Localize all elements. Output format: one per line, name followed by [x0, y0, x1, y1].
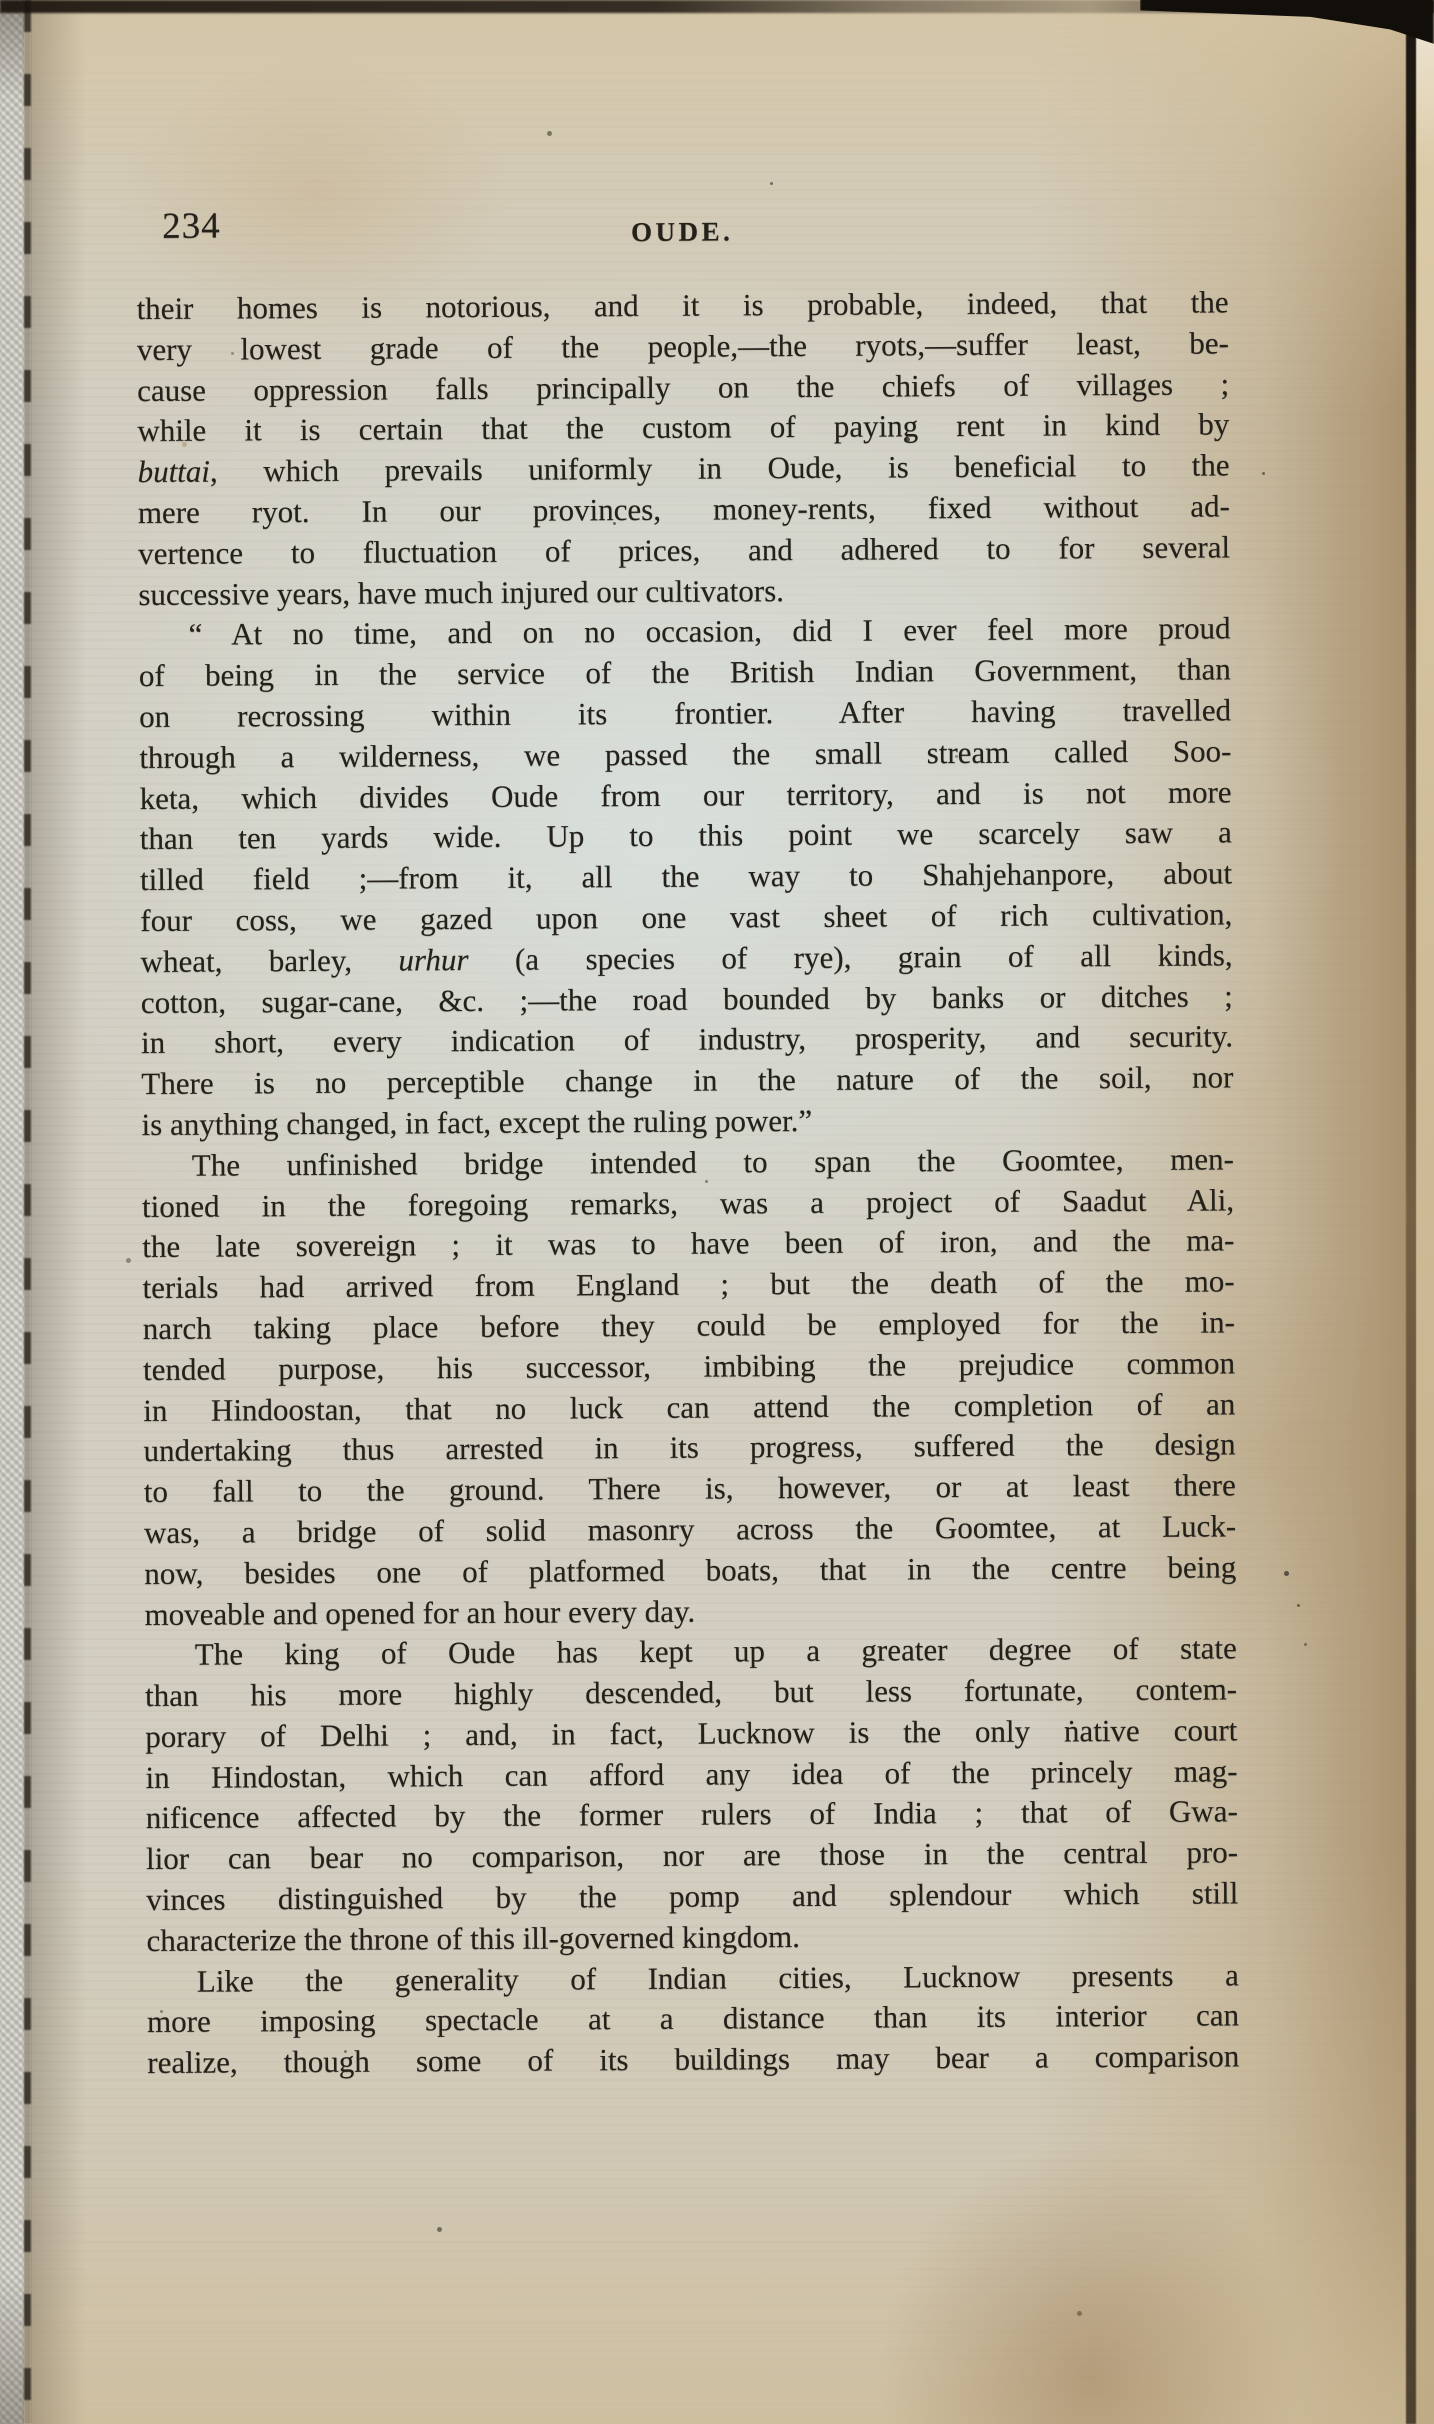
- body-text: [137, 282, 1240, 2084]
- text-line: Like the generality of Indian cities, Lucknow presents a: [196, 1956, 1239, 1999]
- text-line: The unfinished bridge intended to span the Goomtee, men-: [191, 1141, 1234, 1183]
- text-line: the late sovereign ; it was to have been of iron, and the ma-: [142, 1222, 1235, 1265]
- text-line: through a wilderness, we passed the small stream called Soo-: [139, 733, 1232, 775]
- text-line: in Hindoostan, that no luck can attend the completion of an: [143, 1385, 1236, 1428]
- text-line: tended purpose, his successor, imbibing the prejudice common: [143, 1345, 1236, 1387]
- text-line: their homes is notorious, and it is probable, indeed, that the: [136, 284, 1229, 326]
- text-line: tioned in the foregoing remarks, was a project of Saadut Ali,: [142, 1181, 1235, 1224]
- text-line: tilled field ;—from it, all the way to Shahjehanpore, about: [140, 855, 1233, 898]
- text-line: is anything changed, in fact, except the ruling power.”: [141, 1102, 813, 1142]
- text-line: moveable and opened for an hour every day.: [144, 1593, 696, 1632]
- text-line: wheat, barley, urhur (a species of rye), grain of all kinds,: [140, 937, 1233, 979]
- text-line: of being in the service of the British Indian Government, than: [138, 651, 1231, 694]
- text-line: very lowest grade of the people,—the ryots,—suffer least, be-: [136, 325, 1229, 367]
- running-header: OUDE.: [630, 216, 734, 247]
- text-line: more imposing spectacle at a distance than its interior can: [146, 1997, 1240, 2040]
- text-line: nificence affected by the former rulers of India ; that of Gwa-: [145, 1793, 1238, 1836]
- paragraph: [142, 1139, 1237, 1635]
- page-header-row: [136, 198, 1228, 267]
- foxing-specks: [0, 0, 3, 3]
- text-line: lior can bear no comparison, nor are those in the central pro-: [145, 1834, 1239, 1877]
- text-line: now, besides one of platformed boats, that in the centre being: [144, 1549, 1237, 1591]
- text-line: on recrossing within its frontier. After having travelled: [139, 692, 1232, 734]
- text-line: cotton, sugar-cane, &c. ;—the road bounded by banks or ditches ;: [140, 977, 1233, 1020]
- text-line: four coss, we gazed upon one vast sheet of rich cultivation,: [140, 896, 1233, 938]
- text-line: to fall to the ground. There is, however, or at least there: [143, 1467, 1236, 1510]
- paragraph: [145, 1629, 1239, 1962]
- paragraph: [139, 609, 1234, 1146]
- text-line: keta, which divides Oude from our territory, and is not more: [139, 773, 1232, 816]
- text-line: successive years, have much injured our cultivators.: [138, 572, 785, 612]
- scan-shadow-top-right: [1140, 0, 1434, 52]
- page-edge-line-left: [24, 0, 31, 2424]
- text-line: mere ryot. In our provinces, money-rents, fixed without ad-: [137, 488, 1230, 530]
- book-fore-edge-cloth: [0, 0, 24, 2424]
- text-line: terials had arrived from England ; but the death of the mo-: [142, 1263, 1235, 1306]
- text-line: realize, though some of its buildings may bear a comparison: [147, 2038, 1240, 2081]
- text-line: undertaking thus arrested in its progress, suffered the design: [143, 1426, 1236, 1469]
- text-line: in short, every indication of industry, prosperity, and security.: [141, 1018, 1234, 1061]
- page-gutter-shadow-left: [31, 0, 86, 2424]
- text-line: porary of Delhi ; and, in fact, Lucknow is the only ṅative court: [145, 1712, 1238, 1754]
- paragraph: [137, 282, 1231, 615]
- text-line: buttai, which prevails uniformly in Oude, is beneficial to the: [137, 447, 1230, 490]
- text-line: cause oppression falls principally on the chiefs of villages ;: [137, 365, 1230, 408]
- text-line: than ten yards wide. Up to this point we scarcely saw a: [139, 814, 1232, 857]
- page-number: 234: [162, 205, 221, 247]
- underlying-page-edge: [1416, 0, 1434, 2424]
- text-line: “ At no time, and on no occasion, did I ever feel more proud: [188, 610, 1231, 653]
- paragraph: [147, 1955, 1240, 2084]
- text-line: was, a bridge of solid masonry across the Goomtee, at Luck-: [144, 1508, 1237, 1550]
- text-line: in Hindostan, which can afford any idea of the princely mag-: [145, 1752, 1238, 1795]
- text-line: The king of Oude has kept up a greater degree of state: [194, 1630, 1237, 1672]
- text-line: than his more highly descended, but less fortunate, contem-: [144, 1671, 1238, 1714]
- text-line: vertence to fluctuation of prices, and adhered to for several: [138, 529, 1231, 571]
- page-crease-line-right: [1406, 0, 1416, 2424]
- text-line: vinces distinguished by the pomp and splendour which still: [146, 1875, 1239, 1918]
- text-line: narch taking place before they could be employed for the in-: [142, 1304, 1235, 1346]
- page-content: [136, 198, 1240, 2081]
- text-line: There is no perceptible change in the nature of the soil, nor: [141, 1059, 1234, 1102]
- text-line: while it is certain that the custom of paying rent in kind by: [137, 406, 1230, 449]
- text-line: characterize the throne of this ill-governed kingdom.: [146, 1918, 801, 1958]
